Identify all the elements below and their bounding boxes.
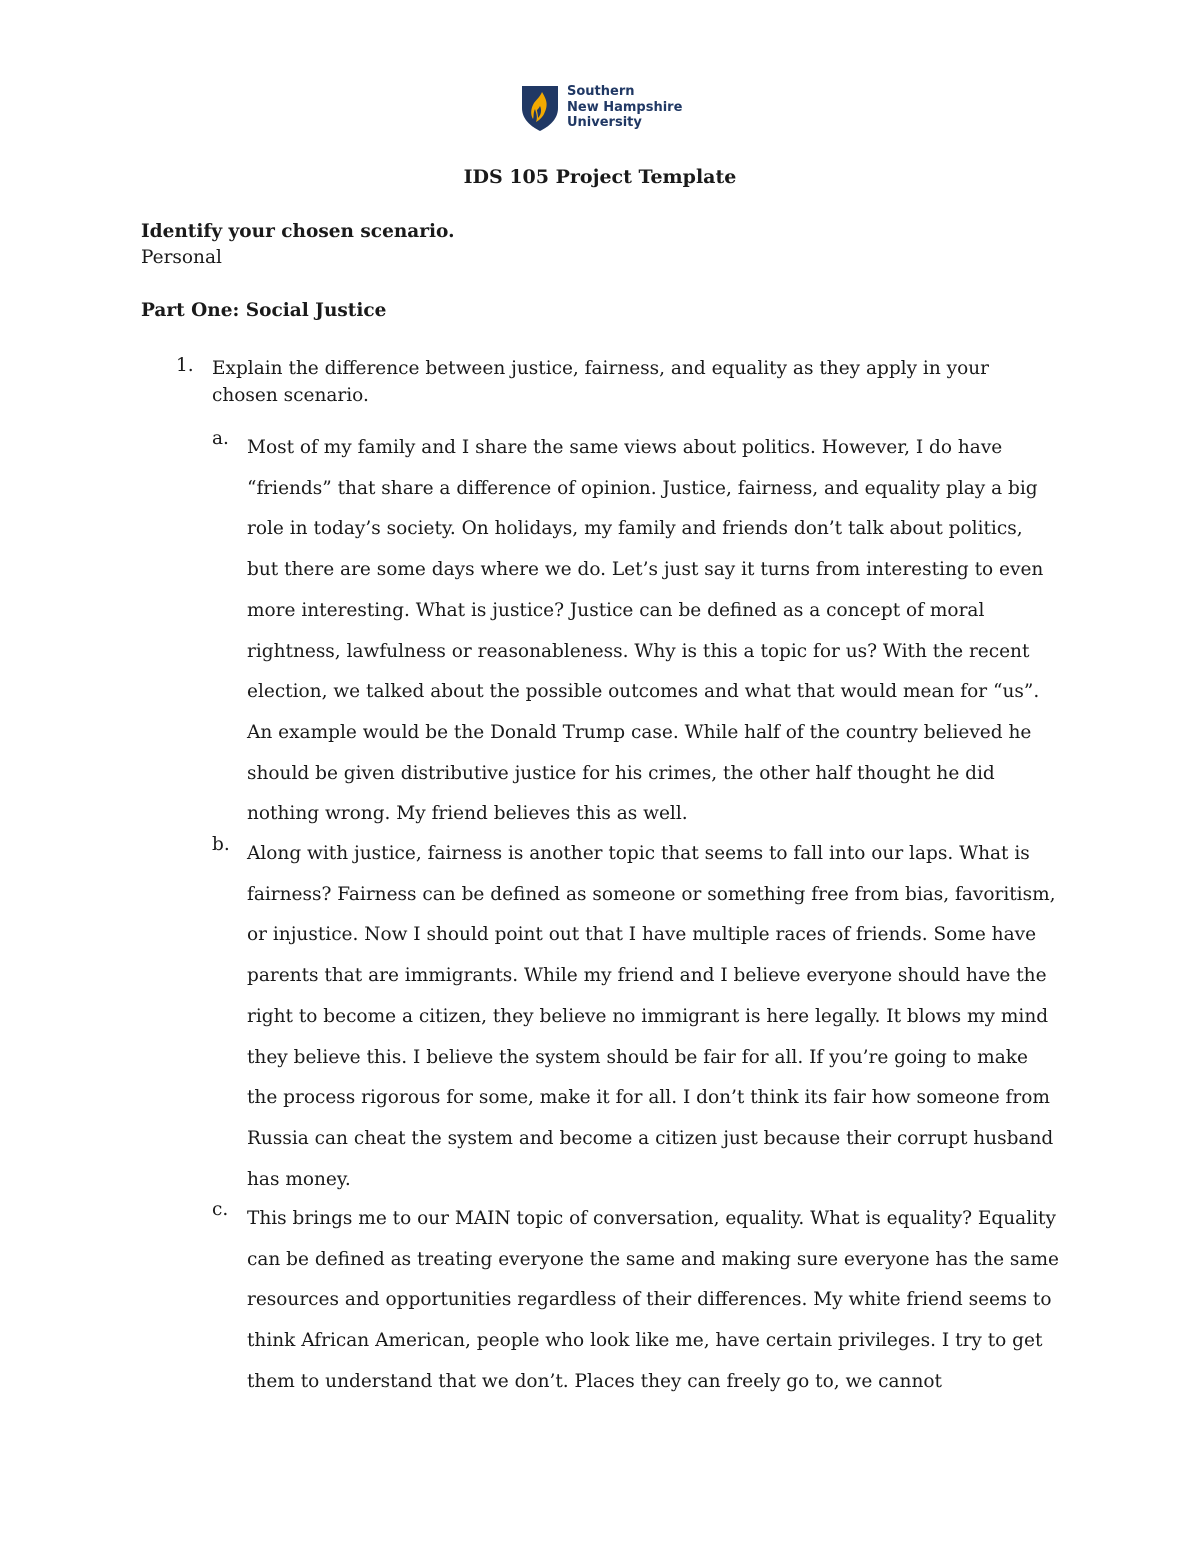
- sub-item-letter: c.: [212, 1199, 229, 1220]
- university-logo: [520, 84, 690, 134]
- logo-line-2: New Hampshire: [567, 99, 683, 115]
- sub-item-letter: a.: [212, 428, 229, 449]
- logo-line-1: Southern: [567, 84, 635, 99]
- scenario-question: Identify your chosen scenario.: [141, 221, 455, 242]
- sub-item-text: Most of my family and I share the same views about politics. However, I do have “friends” that share a difference of opinion. Justice, fairness, and equality play a big role in today’s society. On holidays, my family and friends don’t talk about politics, but there are some days where we do. Let’s just say it turns from interesting to even more interesting. What is justice? Justice can be defined as a concept of moral rightness, lawfulness or reasonableness. Why is this a topic for us? With the recent election, we talked about the possible outcomes and what that would mean for “us”. An example would be the Donald Trump case. While half of the country believed he should be given distributive justice for his crimes, the other half thought he did nothing wrong. My friend believes this as well.: [247, 437, 1044, 825]
- list-item-prompt: Explain the difference between justice, fairness, and equality as they apply in your chosen scenario.: [212, 358, 989, 406]
- shield-flame-icon: [520, 84, 560, 132]
- list-item-number: 1.: [176, 355, 194, 376]
- sub-item-text: Along with justice, fairness is another topic that seems to fall into our laps. What is fairness? Fairness can be defined as someone or something free from bias, favoritism, or injustice. Now I should point out that I have multiple races of friends. Some have parents that are immigrants. While my friend and I believe everyone should have the right to become a citizen, they believe no immigrant is here legally. It blows my mind they believe this. I believe the system should be fair for all. If you’re going to make the process rigorous for some, make it for all. I don’t think its fair how someone from Russia can cheat the system and become a citizen just because their corrupt husband has money.: [247, 843, 1056, 1190]
- logo-wordmark: [567, 84, 682, 131]
- sub-item-letter: b.: [212, 834, 230, 855]
- part-heading: Part One: Social Justice: [141, 300, 387, 321]
- document-title: IDS 105 Project Template: [463, 166, 737, 188]
- logo-line-3: University: [567, 115, 642, 130]
- scenario-answer: Personal: [141, 247, 222, 268]
- sub-item-text: This brings me to our MAIN topic of conversation, equality. What is equality? Equality can be defined as treating everyone the same and making sure everyone has the same resources and opportunities regardless of their differences. My white friend seems to think African American, people who look like me, have certain privileges. I try to get them to understand that we don’t. Places they can freely go to, we cannot: [247, 1208, 1059, 1392]
